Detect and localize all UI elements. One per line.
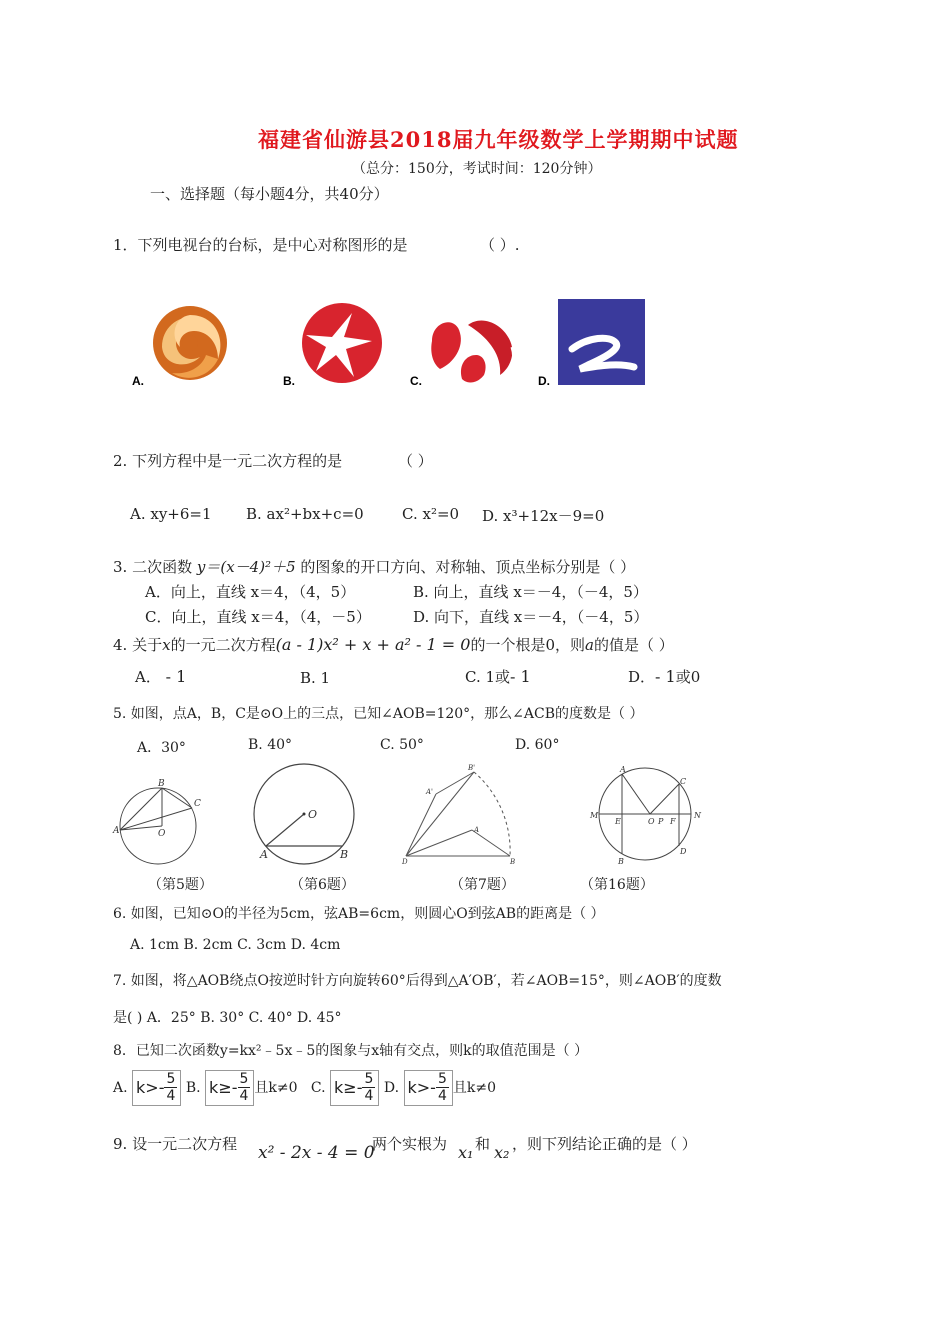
fig7-label-a: A: [474, 826, 480, 834]
fig6-label-b: B: [340, 848, 349, 861]
question-1-stem: 1．下列电视台的台标，是中心对称图形的是: [113, 236, 408, 254]
page-title: 福建省仙游县2018届九年级数学上学期期中试题: [258, 127, 739, 152]
question-9-stem-mid: 两个实根为: [372, 1135, 448, 1153]
fig16-label-p: P: [658, 817, 664, 826]
fig6-label-o: O: [308, 808, 318, 821]
q8-b-inequality: [205, 1070, 254, 1106]
question-3-stem: [113, 556, 635, 577]
question-3-stem-pre: 3. 二次函数: [113, 558, 193, 576]
q8-c-num: 5: [364, 1071, 374, 1087]
q8-a-fraction: [164, 1071, 177, 1104]
q8-a-label: A.: [113, 1080, 128, 1096]
question-2-option-c: C. x²=0: [402, 505, 460, 523]
q8-b-den: 4: [239, 1088, 249, 1104]
option-b-label: B.: [283, 374, 295, 388]
q8-a-k: k: [136, 1078, 146, 1097]
q8-b-sign: ≥: [218, 1078, 232, 1097]
figure-5-caption: （第5题）: [148, 877, 213, 893]
question-8-options: [113, 1070, 496, 1112]
question-1-logos: [110, 285, 670, 400]
figure-16: [599, 768, 691, 860]
q8-d-sign: >: [416, 1078, 431, 1097]
fig16-label-n: N: [694, 811, 701, 820]
q8-d-tail: 且k≠0: [452, 1080, 496, 1096]
question-9-equation: x² - 2x - 4 = 0: [258, 1143, 375, 1163]
q8-b-num: 5: [239, 1071, 249, 1087]
question-2-paren: （ ）: [398, 452, 433, 470]
fig7-label-b: B: [510, 858, 516, 866]
fig5-label-b: B: [158, 779, 165, 789]
question-4-mid: 的一元二次方程: [170, 636, 276, 654]
q8-d-label: D.: [383, 1080, 400, 1096]
question-5-option-d: D. 60°: [515, 737, 560, 753]
fig5-label-o: O: [158, 829, 166, 839]
q8-b-tail: 且k≠0: [254, 1080, 298, 1096]
q8-c-fraction: [362, 1071, 375, 1104]
question-9-stem-pre: 9. 设一元二次方程: [113, 1135, 238, 1153]
figure-16-caption: （第16题）: [580, 877, 654, 893]
q8-b-fraction: [238, 1071, 251, 1104]
question-4-end: 的值是（ ）: [593, 636, 674, 654]
question-3-option-d: D. 向下，直线 x＝－4，（－4，5）: [413, 608, 649, 626]
q8-c-k: k: [334, 1078, 344, 1097]
question-1-paren: （ ）.: [480, 236, 520, 254]
question-3-option-a: A．向上，直线 x＝4，（4，5）: [145, 583, 356, 601]
q8-a-num: 5: [166, 1071, 176, 1087]
question-3-stem-post: 的图象的开口方向、对称轴、顶点坐标分别是（ ）: [300, 558, 636, 576]
question-2-option-d: D. x³+12x－9=0: [482, 507, 605, 525]
q8-a-inequality: [132, 1070, 181, 1106]
question-4-var-x: x: [162, 636, 171, 654]
q8-c-minus: -: [356, 1078, 363, 1097]
q8-d-minus: -: [430, 1078, 436, 1097]
fig16-label-d: D: [680, 847, 687, 856]
section-heading: 一、选择题（每小题4分，共40分）: [150, 185, 389, 203]
question-4-stem: [113, 634, 674, 655]
fig5-label-a: A: [113, 826, 120, 836]
q8-d-den: 4: [437, 1088, 447, 1104]
figure-7-caption: （第7题）: [450, 877, 515, 893]
fig16-label-a: A: [620, 765, 626, 774]
question-4-pre: 4. 关于: [113, 636, 163, 654]
q8-c-sign: ≥: [343, 1078, 357, 1097]
q8-a-minus: -: [158, 1078, 165, 1097]
blue-square-logo-icon: [558, 299, 645, 385]
figure-5: [120, 788, 196, 864]
question-4-option-b: B. 1: [300, 669, 331, 687]
option-d-label: D.: [538, 374, 550, 388]
fig7-label-d: D: [402, 858, 408, 866]
q4-a-value: - 1: [165, 667, 187, 686]
q8-c-inequality: [330, 1070, 379, 1106]
fig16-label-c: C: [680, 777, 687, 786]
question-9-x2: x₂: [494, 1143, 510, 1162]
question-8-stem: 8．已知二次函数y=kx²﹣5x﹣5的图象与x轴有交点，则k的取值范围是（ ）: [113, 1043, 589, 1059]
question-6-stem: 6. 如图，已知⊙O的半径为5cm，弦AB=6cm，则圆心O到弦AB的距离是（ ）: [113, 906, 605, 922]
question-3-function: y＝(x－4)²＋5: [196, 558, 296, 576]
fig5-label-c: C: [194, 799, 201, 809]
q8-a-den: 4: [166, 1088, 176, 1104]
q4-d-tail: 或0: [675, 668, 701, 686]
exam-info: （总分：150分，考试时间：120分钟）: [352, 161, 602, 177]
red-star-logo-icon: [302, 303, 382, 383]
question-9-stem-post: ，则下列结论正确的是（ ）: [512, 1135, 697, 1153]
q4-c-label: C. 1或: [465, 668, 511, 686]
q8-d-k: k: [407, 1078, 417, 1097]
question-5-stem: 5. 如图，点A，B，C是⊙O上的三点，已知∠AOB=120°，那么∠ACB的度数是（ ）: [113, 706, 644, 722]
q8-b-label: B.: [185, 1080, 201, 1096]
q4-d-value: - 1: [655, 667, 676, 686]
q8-b-minus: -: [231, 1078, 238, 1097]
question-3-option-b: B. 向上，直线 x＝－4，（－4，5）: [413, 583, 648, 601]
fig7-label-b-prime: B': [468, 764, 476, 772]
question-2-stem: 2. 下列方程中是一元二次方程的是: [113, 452, 343, 470]
question-9-x1: x₁: [458, 1143, 474, 1162]
question-5-option-a: A．30°: [137, 740, 186, 756]
geometry-figures: [110, 760, 710, 870]
question-2-option-a: A. xy+6=1: [130, 505, 212, 523]
question-3-option-c: C．向上，直线 x＝4，（4，－5）: [145, 608, 371, 626]
question-7-stem: 7. 如图，将△AOB绕点O按逆时针方向旋转60°后得到△A′OB′，若∠AOB=15°，则∠AOB′的度数: [113, 973, 722, 989]
red-shapes-logo-icon: [431, 321, 513, 383]
question-5-option-c: C. 50°: [380, 737, 424, 753]
option-a-label: A.: [132, 374, 144, 388]
fig16-label-e: E: [615, 817, 621, 826]
question-4-equation: (a - 1)x² + x + a² - 1 = 0: [275, 635, 471, 654]
question-7-options: 是( ) A．25° B. 30° C. 40° D. 45°: [113, 1010, 342, 1026]
q4-a-label: A．: [135, 668, 161, 686]
q8-d-fraction: [436, 1071, 449, 1104]
q8-c-label: C.: [310, 1080, 326, 1096]
question-9-and: 和: [475, 1135, 491, 1153]
option-c-label: C.: [410, 374, 422, 388]
question-2-option-b: B. ax²+bx+c=0: [246, 505, 364, 523]
phoenix-logo-icon: [153, 306, 227, 380]
fig16-label-o: O: [648, 817, 655, 826]
q8-b-k: k: [209, 1078, 219, 1097]
fig7-label-a-prime: A': [426, 788, 433, 796]
fig6-label-a: A: [260, 848, 268, 861]
question-4-post: 的一个根是0，则: [470, 636, 585, 654]
question-4-var-a: a: [585, 636, 594, 654]
q8-d-num: 5: [437, 1071, 447, 1087]
q8-d-inequality: [404, 1070, 453, 1106]
figure-7: [406, 772, 510, 856]
q8-c-den: 4: [364, 1088, 374, 1104]
fig16-label-m: M: [590, 811, 599, 820]
q8-a-sign: >: [145, 1078, 159, 1097]
fig16-label-f: F: [670, 817, 676, 826]
fig16-label-b: B: [618, 857, 624, 866]
question-4-option-c: [465, 666, 531, 687]
question-6-options: A. 1cm B. 2cm C. 3cm D. 4cm: [130, 937, 341, 953]
question-4-option-d: [628, 666, 700, 687]
question-4-option-a: [135, 666, 186, 687]
q4-c-value: - 1: [510, 667, 531, 686]
q4-d-label: D．: [628, 668, 656, 686]
figure-6-caption: （第6题）: [290, 877, 355, 893]
question-5-option-b: B. 40°: [248, 737, 293, 753]
